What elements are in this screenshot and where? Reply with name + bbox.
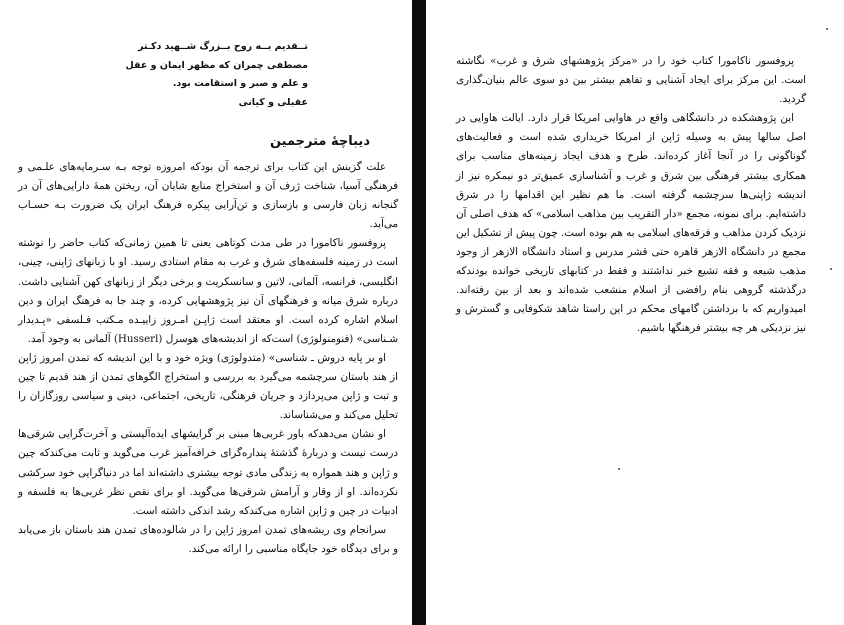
- left-page: [0, 0, 412, 625]
- scan-speck: [830, 268, 832, 270]
- right-page: [426, 0, 844, 625]
- dedication-line: تــقديم بــه روح بــزرگ شــهيد دكـتر: [137, 41, 308, 52]
- left-body-text: [18, 158, 398, 559]
- right-body-text: [456, 52, 806, 338]
- scan-speck: [826, 28, 828, 30]
- section-title: ديباچهٔ مترجمين: [269, 134, 370, 149]
- dedication-line: مصطفی چمران كه مظهر ايمان و عقل: [125, 59, 308, 71]
- paragraph: علت گزينش اين كتاب برای ترجمه آن بودكه امروزه توجه بـه سـرمايه‌های علـمی و فرهنگی آسيا، شناخت ژرف آن و استخراج منابع شايان آن، ريختن همهٔ دارايی‌های آن در گنجانه زبان فارسی و بازسازی و تن‌آرايی پيكره فرهنگ ايران يک ضرورت بـه حسـاب می‌آيد.: [18, 161, 398, 231]
- paragraph: او بر پايه دروش ـ شناسی» (متدولوژی) ويژه خود و با اين انديشه كه تمدن امروز ژاپن از هند باستان سرچشمه می‌گيرد به بررسی و استخراج الگوهای تمدن از هند قديم تا چين و تبت و ژاپن می‌پردازد و جريان فرهنگی، تاريخی، اجتماعی، دينی و سياسی روزگاران را تحليل می‌كند و می‌شناساند.: [18, 351, 398, 422]
- dedication-line: و علم و صبر و استقامت بود.: [172, 78, 308, 89]
- paragraph: سرانجام وی ريشه‌های تمدن امروز ژاپن را در شالوده‌های تمدن هند باستان باز می‌يابد و برای ديدگاه خود جايگاه مناسبی را ارائه می‌كند.: [18, 523, 398, 555]
- paragraph: پروفسور ناكامورا در طی مدت كوتاهی يعنی تا همين زمانی‌كه كتاب حاضر را نوشته است در زمينه فلسفه‌های شرق و غرب به مقام استادی رسيد. او با زبانهای ژاپنی، چينی، انگليسی، فرانسه، آلمانی، لاتين و سانسكريت و برخی ديگر از زبانهای كهن آشنايی داشت. درباره شرق ميانه و فرهنگهای آن نيز پژوهشهايی كرده، و چند جا به فرهنگ ايران و دين اسلام اشاره كرده است. او معتقد است ژاپـن امـروز زاييـده مـكتب فـلسفی «پـديدار شـناسی» (فنومنولوژی) است‌كه از انديشه‌های هوسرل (Husserl) آلمانی به وجود آمد.: [18, 237, 398, 345]
- dedication: [125, 38, 308, 112]
- scan-speck: [618, 468, 620, 470]
- paragraph: اين پژوهشكده در دانشگاهی واقع در هاوايی امريكا قرار دارد. ايالت هاوايی در اصل سالها پيش به وسيله ژاپن از امريكا خريداری شده است و فعاليت‌های گوناگونی را در آنجا آغاز كرده‌اند. طرح و هدف ايجاد زمينه‌های مناسب برای همكاری بيشتر فرهنگی بين شرق و غرب و آشناسازی عميق‌تر دو نيمكره نيز از انديشه ژاپنی‌ها سرچشمه گرفته است. ما هم نظير اين اقدامها را در شرق داشته‌ايم. برای نمونه، مجمع «دار التقريب بين مذاهب اسلامی» كه هدف اصلی آن نزديک كردن مذاهب و فرقه‌های اسلامی به هم بوده است. چون پيش از تشكيل اين مجمع در دانشگاه الازهر قاهره حتی قشر مدرس و استاد دانشگاه الازهر از وجود مذهب شيعه و فقه تشيع خبر نداشتند و فقط در كتابهای تاريخی خوانده بودندكه درگذشته گروهی بنام رافضی از اسلام منشعب شده‌اند و بعد از بين رفته‌اند. اميدواريم كه با برداشتن گامهای محكم در اين راستا شاهد شكوفايی و گسترش و نيز نزديكی هر چه بيشتر فرهنگها باشيم.: [456, 112, 806, 335]
- paragraph: پروفسور ناكامورا كتاب خود را در «مركز پژوهشهای شرق و غرب» نگاشته است. اين مركز برای ايجاد آشنايی و تفاهم بيشتر بين دو سوی عالم بنيان‌ـ‌گذاری گرديد.: [456, 55, 806, 106]
- paragraph: او نشان می‌دهدكه باور غربی‌ها مبنی بر گرايشهای ايده‌آليستی و آخرت‌گرايی شرقی‌ها درست نيست و دربارهٔ گذشتهٔ پنداره‌گرای خرافه‌آميز غرب می‌گويد و ثابت می‌كندكه چين و ژاپن و هند همواره به زندگی مادی توجه بيشتری داشته‌اند اما در دنياگرايی خود سركشی نكرده‌اند. او از وقار و آرامش شرقی‌ها می‌گويد. او برای نقص نظر غربی‌ها به فلسفه و ادبيات در چين و ژاپن اشاره می‌كندكه رشد اندكی داشته است.: [18, 428, 398, 517]
- dedication-signature: عقيلی و كيانی: [238, 96, 308, 108]
- book-gutter: [412, 0, 426, 625]
